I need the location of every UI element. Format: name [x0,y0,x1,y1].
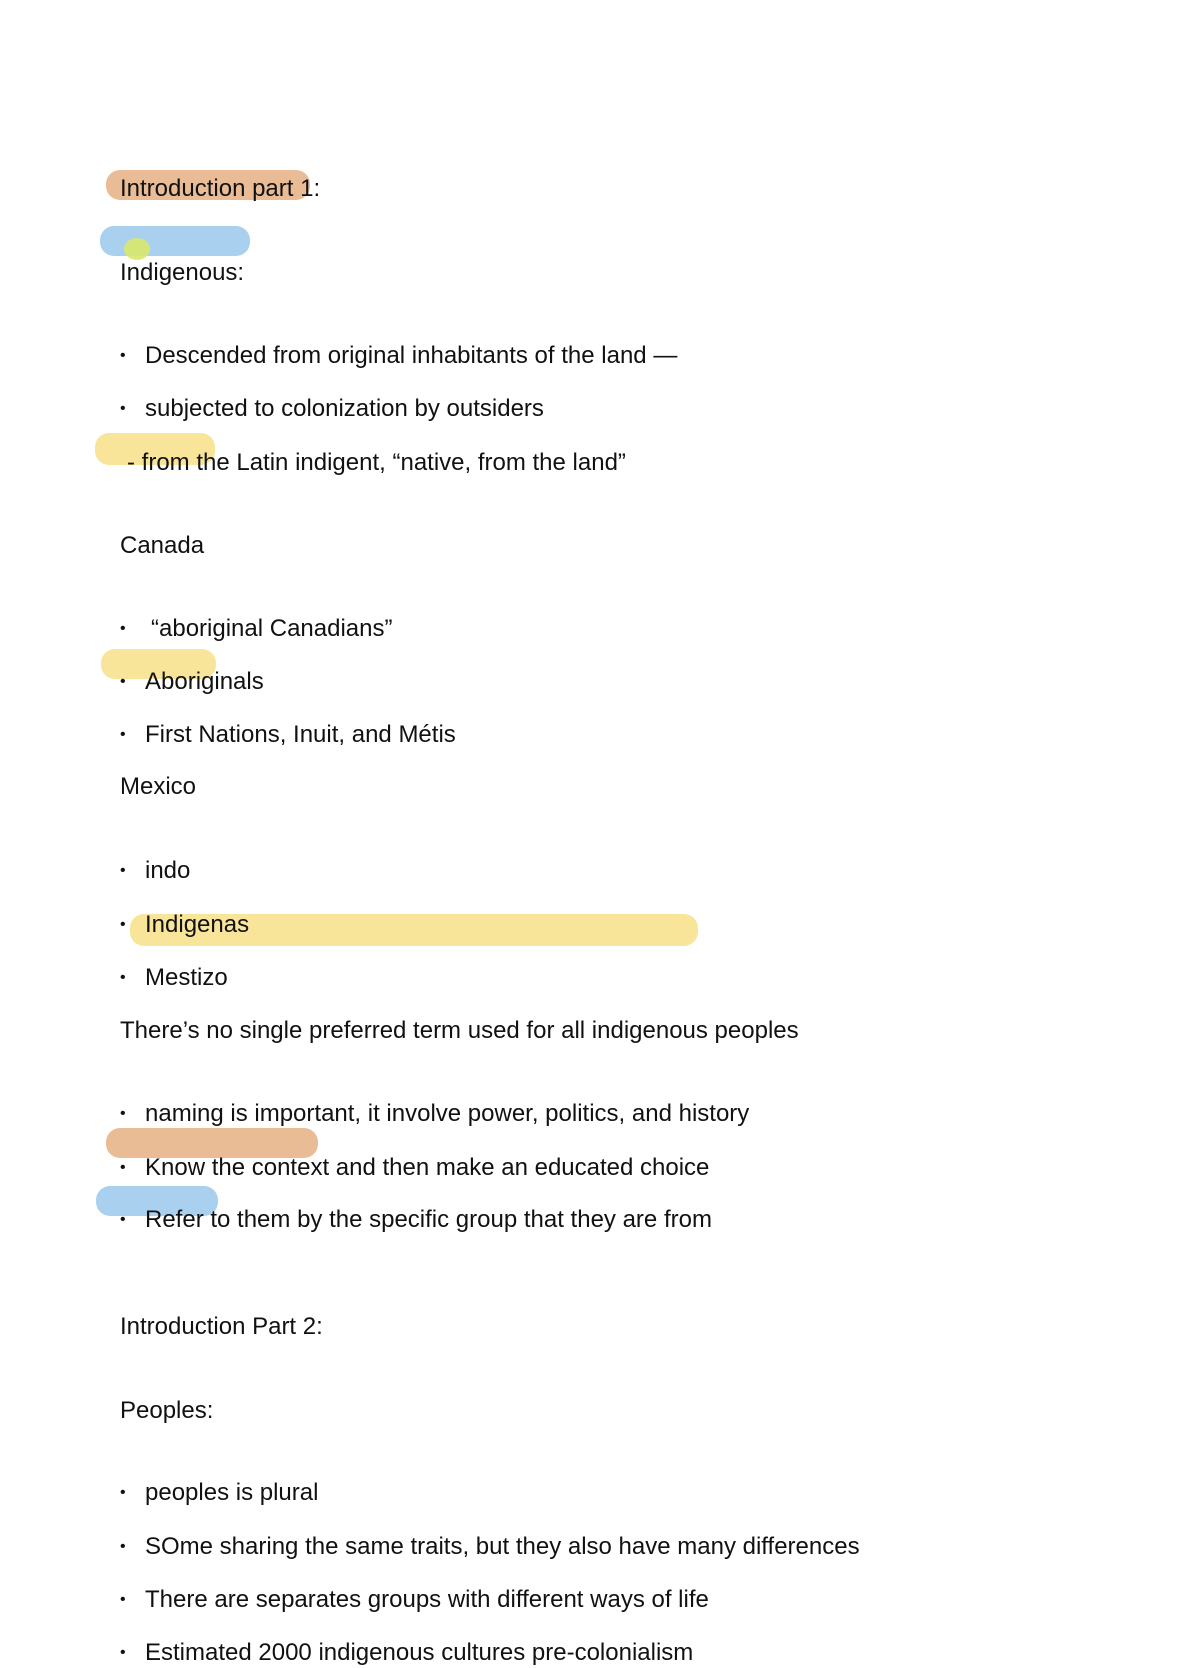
list-item-text: There are separates groups with different ways of life [145,1586,709,1613]
bullet-marker: • [120,1538,126,1555]
list-item-text: naming is important, it involve power, politics, and history [145,1100,750,1127]
list-item-text: indo [145,857,191,884]
list-item-text: Estimated 2000 indigenous cultures pre-colonialism [145,1639,694,1666]
no-single-term-text: There’s no single preferred term used for all indigenous peoples [120,1017,799,1044]
accent-highlight-dot [124,238,150,260]
list-item-text: SOme sharing the same traits, but they also have many differences [145,1533,860,1560]
bullet-marker: • [120,620,126,637]
mexico-label: Mexico [120,773,197,800]
bullet-marker: • [120,1644,126,1661]
term-highlight-indigenous [100,226,250,256]
list-item-text: “aboriginal Canadians” [151,615,393,642]
bullet-marker: • [120,1211,126,1228]
list-item-text: Descended from original inhabitants of the land — [145,342,678,369]
peoples-label: Peoples: [120,1397,214,1424]
bullet-marker: • [120,673,126,690]
list-item-text: Mestizo [145,964,228,991]
list-item-text: subjected to colonization by outsiders [145,395,544,422]
list-item-text: Indigenas [145,911,250,938]
bullet-marker: • [120,862,126,879]
bullet-marker: • [120,347,126,364]
bullet-marker: • [120,400,126,417]
bullet-marker: • [120,1159,126,1176]
bullet-marker: • [120,726,126,743]
list-item-text: Know the context and then make an educated choice [145,1154,710,1181]
list-item-text: peoples is plural [145,1479,319,1506]
section1-heading: Introduction part 1: [120,175,321,202]
bullet-marker: • [120,1591,126,1608]
list-item-text: First Nations, Inuit, and Métis [145,721,456,748]
bullet-marker: • [120,916,126,933]
indigenous-label: Indigenous: [120,259,245,286]
list-item-text: Refer to them by the specific group that they are from [145,1206,712,1233]
bullet-marker: • [120,1105,126,1122]
latin-note: - from the Latin indigent, “native, from the land” [127,449,626,476]
bullet-marker: • [120,1484,126,1501]
canada-label: Canada [120,532,205,559]
bullet-marker: • [120,969,126,986]
section2-heading: Introduction Part 2: [120,1313,323,1340]
list-item-text: Aboriginals [145,668,264,695]
